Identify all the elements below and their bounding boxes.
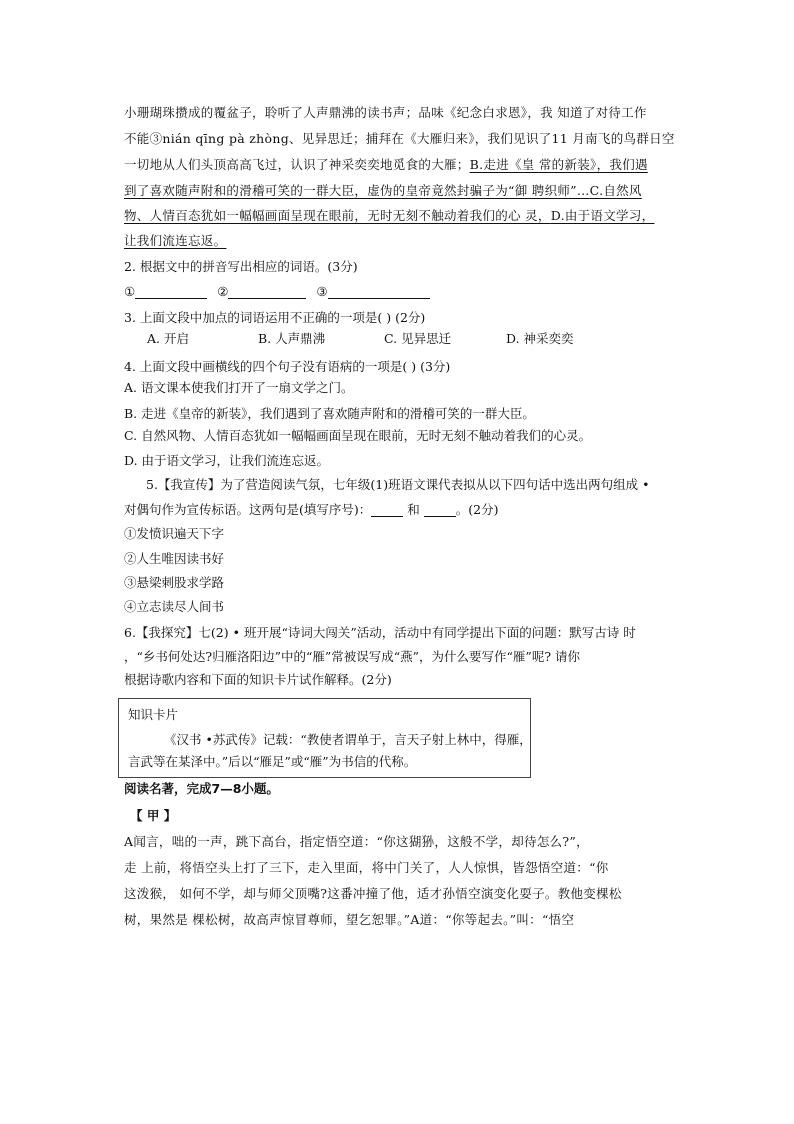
- q2-blank-2[interactable]: [228, 284, 306, 299]
- q3-option-c[interactable]: C. 见异思迁: [384, 331, 452, 346]
- passage-line-2: 不能③nián qīng pà zhòng、见异思迁；捕拜在《大雁归来》，我们见识了11 月南飞的鸟群日空: [124, 131, 675, 146]
- passage-line-5: [124, 206, 654, 226]
- passage-line-4a: 到了喜欢随声附和的滑稽可笑的一群大臣，虚伪的皇帝竟然封骗子为“御 聘织师”…: [124, 183, 590, 198]
- excerpt-line-4: 树，果然是 棵松树，故高声惊冒尊师，望乞恕罪。”A道：“你等起去。”叫：“悟空: [124, 912, 575, 927]
- q4-option-d[interactable]: D. 由于语文学习，让我们流连忘返。: [124, 453, 330, 468]
- card-line-1: 《汉书 •苏武传》记载：“教使者谓单于，言天子射上林中，得雁，: [164, 732, 532, 747]
- section-heading: 阅读名著，完成7—8小题。: [124, 781, 279, 796]
- question-5: 5.【我宣传】为了营造阅读气氛，七年级(1)班语文课代表拟从以下四句话中选出两句组成 •: [146, 477, 650, 492]
- question-6-line-3: 根据诗歌内容和下面的知识卡片试作解释。(2分): [124, 672, 392, 687]
- q5-option-1: ①发愤识遍天下字: [124, 526, 225, 541]
- q3-option-d[interactable]: D. 神采奕奕: [506, 331, 574, 346]
- passage-line-4: [124, 181, 642, 201]
- card-line-2: 言武等在某泽中。”后以“雁足”或“雁”为书信的代称。: [128, 754, 417, 769]
- q5-option-2: ②人生唯因读书好: [124, 551, 225, 566]
- question-6: 6.【我探究】七(2) • 班开展“诗词大闯关”活动，活动中有同学提出下面的问题：默写古诗 时: [124, 625, 636, 640]
- q5-score: 。(2分): [455, 502, 499, 517]
- q2-label-3: ③: [316, 284, 328, 299]
- q2-blank-3[interactable]: [328, 284, 430, 299]
- question-6-line-2: ，“乡书何处达?归雁洛阳边”中的“雁”常被误写成“燕”，为什么要写作“雁”呢? 请你: [124, 649, 581, 664]
- q4-option-a[interactable]: A. 语文课本使我们打开了一扇文学之门。: [124, 380, 354, 395]
- card-title: 知识卡片: [128, 707, 179, 722]
- q2-blanks: [124, 282, 430, 302]
- q5-prompt: 对偶句作为宣传标语。这两句是(填写序号)：: [124, 502, 372, 517]
- knowledge-card: [118, 698, 531, 778]
- excerpt-line-3: 这泼猴， 如何不学，却与师父顶嘴?这番冲撞了他，适才孙悟空演变化耍子。教他变棵松: [124, 886, 622, 901]
- q5-blank-2[interactable]: [424, 502, 456, 517]
- passage-line-1: 小珊瑚珠攒成的覆盆子，聆听了人声鼎沸的读书声；品味《纪念白求恩》，我 知道了对待工作: [124, 105, 647, 120]
- q2-label-1: ①: [124, 284, 136, 299]
- q5-and: 和: [407, 502, 420, 517]
- question-4: 4. 上面文段中画横线的四个句子没有语病的一项是( ) (3分): [124, 359, 451, 374]
- q3-option-b[interactable]: B. 人声鼎沸: [258, 331, 326, 346]
- passage-line-3a: 一切地从人们头顶高高飞过，认识了神采奕奕地觅食的大雁；: [124, 157, 470, 172]
- q4-option-c[interactable]: C. 自然风物、人情百态犹如一幅幅画面呈现在眼前，无时无刻不触动着我们的心灵。: [124, 428, 592, 443]
- passage-line-3: [124, 155, 648, 175]
- passage-line-6: 让我们流连忘返。: [124, 233, 227, 248]
- q2-label-2: ②: [217, 284, 229, 299]
- q5-blank-1[interactable]: [371, 502, 403, 517]
- q5-option-3: ③悬梁刺股求学路: [124, 575, 225, 590]
- question-2: 2. 根据文中的拼音写出相应的词语。(3分): [124, 259, 358, 274]
- sentence-b: B.走进《皇 常的新装》，我们遇: [469, 157, 648, 172]
- q3-option-a[interactable]: A. 开启: [147, 331, 189, 346]
- passage-line-5a: 物、人情百态犹如一幅幅画面呈现在眼前，无时无刻不触动着我们的心 灵，: [124, 208, 551, 223]
- question-3: 3. 上面文段中加点的词语运用不正确的一项是( ) (2分): [124, 310, 426, 325]
- section-tag-jia: 【 甲 】: [130, 808, 177, 823]
- sentence-c-start: C.自然风: [589, 183, 642, 198]
- q5-line-2: [124, 500, 498, 520]
- excerpt-line-1: A闻言，咄的一声，跳下高台，指定悟空道：“你这猢狲，这般不学，却待怎么?”，: [124, 834, 589, 849]
- q2-blank-1[interactable]: [135, 284, 207, 299]
- sentence-d-start: D.由于语文学习，: [550, 208, 655, 223]
- q4-option-b[interactable]: B. 走进《皇帝的新装》，我们遇到了喜欢随声附和的滑稽可笑的一群大臣。: [124, 406, 535, 421]
- q5-option-4: ④立志读尽人间书: [124, 599, 225, 614]
- excerpt-line-2: 走 上前，将悟空头上打了三下，走入里面，将中门关了，人人惊惧，皆怨悟空道：“你: [124, 860, 609, 875]
